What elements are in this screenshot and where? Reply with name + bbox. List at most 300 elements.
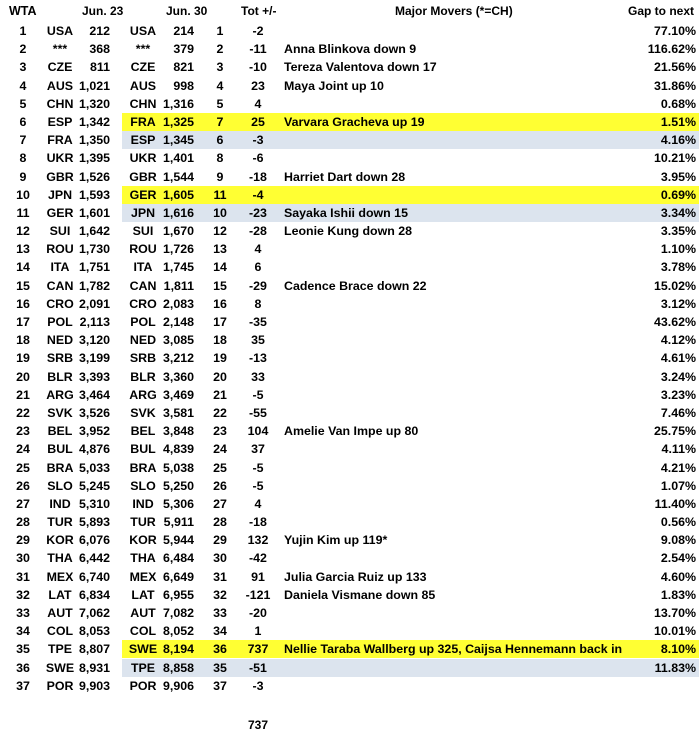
rank-cell: 7: [19, 133, 27, 148]
table-row: [0, 22, 699, 40]
table-row: [0, 295, 699, 313]
country-jun23: LAT: [48, 587, 72, 602]
country-jun23: USA: [46, 24, 74, 38]
country-jun23: SLO: [47, 478, 73, 493]
country-jun30: BRA: [129, 460, 157, 475]
tot-change: -13: [249, 351, 267, 366]
table-row: [0, 513, 699, 531]
points-jun23: 5,245: [78, 478, 110, 493]
header-jun30: Jun. 30: [166, 4, 208, 18]
rank-cell: 23: [16, 424, 30, 439]
rank-cell: 8: [19, 151, 27, 166]
tot-change: 132: [247, 533, 269, 548]
points-jun30: 3,848: [162, 424, 194, 439]
tot-change: 4: [254, 242, 262, 257]
points-jun30: 3,469: [162, 387, 194, 402]
tot-change: -121: [245, 587, 271, 602]
country-jun23: SRB: [46, 351, 74, 366]
rank-jun30: 25: [213, 460, 227, 475]
points-jun30: 5,306: [162, 496, 194, 511]
rank-jun30: 9: [216, 169, 224, 184]
major-mover: Cadence Brace down 22: [284, 278, 427, 293]
rank-cell: 37: [16, 678, 30, 693]
table-row: [0, 440, 699, 458]
rank-cell: 11: [16, 205, 30, 220]
table-row: [0, 459, 699, 477]
points-jun23: 7,062: [78, 606, 110, 620]
gap-to-next: 25.75%: [653, 424, 696, 439]
country-jun23: ARG: [46, 387, 74, 402]
country-jun23: FRA: [47, 133, 73, 148]
points-jun23: 368: [89, 42, 110, 57]
points-jun23: 8,931: [78, 660, 110, 675]
points-jun23: 5,033: [78, 460, 110, 475]
rank-cell: 3: [19, 60, 27, 75]
country-jun23: CZE: [47, 60, 73, 75]
rank-cell: 15: [16, 278, 30, 293]
table-row: [0, 113, 699, 131]
country-jun30: FRA: [130, 114, 156, 129]
points-jun30: 998: [173, 78, 194, 93]
points-jun30: 2,148: [162, 315, 194, 329]
tot-change: -2: [252, 24, 264, 38]
country-jun30: KOR: [129, 533, 157, 548]
country-jun23: UKR: [46, 151, 74, 166]
tot-change: -5: [252, 387, 264, 402]
country-jun30: SUI: [132, 224, 154, 239]
points-jun30: 8,052: [162, 624, 194, 639]
rank-cell: 27: [16, 496, 30, 511]
points-jun23: 3,199: [78, 351, 110, 366]
tot-change: 35: [251, 333, 265, 348]
points-jun30: 5,250: [162, 478, 194, 493]
gap-to-next: 10.01%: [653, 624, 696, 639]
major-mover: Anna Blinkova down 9: [284, 42, 417, 57]
gap-to-next: 4.60%: [660, 569, 696, 584]
gap-to-next: 4.21%: [660, 460, 696, 475]
table-row: [0, 659, 699, 677]
rank-jun30: 4: [216, 78, 224, 93]
rank-jun30: 12: [213, 224, 227, 239]
country-jun30: POL: [130, 315, 156, 329]
points-jun30: 3,360: [162, 369, 194, 384]
table-row: [0, 604, 699, 622]
gap-to-next: 116.62%: [647, 42, 696, 57]
gap-to-next: 1.83%: [660, 587, 696, 602]
rank-cell: 30: [16, 551, 30, 566]
tot-change: -23: [249, 205, 267, 220]
rank-cell: 4: [19, 78, 27, 93]
country-jun23: BEL: [47, 424, 73, 439]
points-jun30: 6,484: [162, 551, 194, 566]
country-jun23: AUS: [46, 78, 74, 93]
rank-jun30: 37: [213, 678, 227, 693]
points-jun30: 1,345: [162, 133, 194, 148]
country-jun23: SWE: [45, 660, 75, 675]
gap-to-next: 11.83%: [654, 660, 696, 675]
rank-jun30: 17: [213, 315, 227, 329]
rank-cell: 14: [16, 260, 30, 275]
tot-change: -29: [249, 278, 267, 293]
country-jun30: THA: [130, 551, 156, 566]
country-jun30: AUS: [129, 78, 157, 93]
rank-cell: 2: [19, 42, 27, 57]
country-jun30: AUT: [130, 606, 156, 620]
points-jun30: 1,811: [163, 278, 194, 293]
table-row: [0, 386, 699, 404]
country-jun23: POL: [47, 315, 73, 329]
gap-to-next: 8.10%: [660, 642, 696, 657]
country-jun30: BUL: [130, 442, 156, 457]
tot-change: -42: [249, 551, 267, 566]
country-jun30: ESP: [130, 133, 156, 148]
table-row: [0, 568, 699, 586]
country-jun30: ARG: [129, 387, 157, 402]
country-jun23: ESP: [47, 114, 73, 129]
country-jun30: TUR: [130, 515, 156, 530]
points-jun30: 1,401: [162, 151, 194, 166]
points-jun23: 3,464: [78, 387, 110, 402]
points-jun30: 1,325: [162, 114, 194, 129]
points-jun30: 1,726: [162, 242, 194, 257]
country-jun30: UKR: [129, 151, 157, 166]
rank-cell: 36: [16, 660, 30, 675]
country-jun30: BEL: [130, 424, 156, 439]
tot-change: -5: [252, 478, 264, 493]
points-jun23: 1,751: [78, 260, 110, 275]
country-jun23: GER: [46, 205, 74, 220]
tot-change: -28: [249, 224, 267, 239]
points-jun30: 1,544: [162, 169, 194, 184]
country-jun30: COL: [129, 624, 157, 639]
country-jun30: TPE: [130, 660, 156, 675]
country-jun30: LAT: [131, 587, 155, 602]
points-jun30: 8,194: [162, 642, 194, 657]
rank-jun30: 5: [216, 96, 224, 111]
points-jun23: 6,076: [78, 533, 110, 548]
country-jun23: ROU: [46, 242, 74, 257]
table-row: [0, 131, 699, 149]
tot-change: -18: [249, 169, 267, 184]
table-row: [0, 495, 699, 513]
tot-change: 91: [251, 569, 265, 584]
gap-to-next: 31.86%: [653, 78, 696, 93]
gap-to-next: 15.02%: [653, 278, 696, 293]
country-jun30: SLO: [130, 478, 156, 493]
gap-to-next: 7.46%: [660, 405, 696, 420]
gap-to-next: 43.62%: [653, 315, 696, 329]
points-jun23: 3,526: [78, 405, 110, 420]
gap-to-next: 13.70%: [653, 606, 696, 620]
tot-change: 8: [254, 296, 262, 311]
country-jun30: POR: [129, 678, 157, 693]
country-jun30: CAN: [129, 278, 157, 293]
points-jun23: 3,952: [78, 424, 110, 439]
header-tot: Tot +/-: [241, 4, 277, 18]
table-row: [0, 95, 699, 113]
country-jun30: GER: [129, 187, 157, 202]
rank-jun30: 18: [213, 333, 227, 348]
points-jun23: 3,393: [78, 369, 110, 384]
rank-jun30: 16: [213, 296, 227, 311]
table-row: [0, 77, 699, 95]
country-jun23: SUI: [49, 224, 71, 239]
points-jun23: 1,782: [78, 278, 110, 293]
rank-cell: 29: [16, 533, 30, 548]
rank-jun30: 6: [216, 133, 224, 148]
table-row: [0, 186, 699, 204]
rank-jun30: 8: [216, 151, 224, 166]
tot-change: 1: [254, 624, 262, 639]
country-jun23: ***: [52, 42, 68, 57]
header-gap: Gap to next: [628, 4, 695, 18]
table-row: [0, 58, 699, 76]
points-jun23: 1,320: [78, 96, 110, 111]
points-jun23: 1,342: [78, 114, 110, 129]
rank-cell: 31: [16, 569, 30, 584]
rank-jun30: 33: [213, 606, 227, 620]
major-mover: Julia Garcia Ruiz up 133: [284, 569, 427, 584]
country-jun23: TUR: [47, 515, 73, 530]
tot-change: -20: [249, 606, 267, 620]
rank-jun30: 24: [213, 442, 227, 457]
gap-to-next: 3.23%: [660, 387, 696, 402]
points-jun23: 8,807: [78, 642, 110, 657]
points-jun23: 1,526: [78, 169, 110, 184]
table-row: [0, 313, 699, 331]
points-jun30: 3,212: [162, 351, 194, 366]
points-jun23: 6,740: [78, 569, 110, 584]
major-mover: Daniela Vismane down 85: [284, 587, 436, 602]
points-jun23: 2,113: [79, 315, 110, 329]
rank-cell: 25: [16, 460, 30, 475]
country-jun23: THA: [47, 551, 73, 566]
gap-to-next: 1.51%: [660, 114, 696, 129]
rank-cell: 19: [16, 351, 30, 366]
rank-jun30: 28: [213, 515, 227, 530]
gap-to-next: 4.61%: [660, 351, 696, 366]
rank-cell: 9: [19, 169, 27, 184]
table-row: [0, 549, 699, 567]
rank-jun30: 31: [213, 569, 227, 584]
tot-change: -6: [252, 151, 264, 166]
rank-cell: 18: [16, 333, 30, 348]
points-jun30: 5,911: [163, 515, 194, 530]
points-jun30: 1,616: [162, 205, 194, 220]
points-jun30: 1,316: [162, 96, 194, 111]
table-row: [0, 258, 699, 276]
country-jun30: CRO: [129, 296, 157, 311]
gap-to-next: 77.10%: [653, 24, 696, 38]
points-jun30: 379: [173, 42, 194, 57]
table-row: [0, 404, 699, 422]
gap-to-next: 0.69%: [660, 187, 696, 202]
major-mover: Sayaka Ishii down 15: [284, 205, 408, 220]
points-jun30: 6,955: [162, 587, 194, 602]
major-mover: Yujin Kim up 119*: [284, 533, 388, 548]
points-jun30: 1,605: [162, 187, 194, 202]
rank-cell: 24: [16, 442, 30, 457]
tot-change: -18: [249, 515, 267, 530]
points-jun23: 5,310: [78, 496, 110, 511]
tot-change: 4: [254, 96, 262, 111]
rank-cell: 35: [16, 642, 30, 657]
country-jun23: GBR: [46, 169, 74, 184]
country-jun30: BLR: [130, 369, 156, 384]
rank-jun30: 10: [213, 205, 227, 220]
gap-to-next: 11.40%: [654, 496, 696, 511]
points-jun30: 3,085: [162, 333, 194, 348]
gap-to-next: 3.12%: [660, 296, 696, 311]
table-row: [0, 204, 699, 222]
tot-change: 4: [254, 496, 262, 511]
points-jun30: 4,839: [162, 442, 194, 457]
points-jun23: 1,730: [78, 242, 110, 257]
major-mover: Nellie Taraba Wallberg up 325, Caijsa Hennemann back in: [284, 642, 623, 657]
table-row: [0, 222, 699, 240]
footer-total: 737: [247, 718, 269, 732]
gap-to-next: 4.11%: [661, 442, 696, 457]
rank-jun30: 36: [213, 642, 227, 657]
rank-cell: 16: [16, 296, 30, 311]
points-jun23: 212: [89, 24, 110, 38]
gap-to-next: 3.95%: [660, 169, 696, 184]
rank-cell: 17: [16, 315, 30, 329]
tot-change: -11: [249, 42, 267, 57]
country-jun23: BRA: [46, 460, 74, 475]
points-jun23: 9,903: [78, 678, 110, 693]
points-jun23: 1,021: [78, 78, 110, 93]
points-jun23: 1,642: [78, 224, 110, 239]
points-jun23: 3,120: [78, 333, 110, 348]
country-jun30: GBR: [129, 169, 157, 184]
points-jun23: 6,834: [78, 587, 110, 602]
rank-cell: 21: [16, 387, 30, 402]
country-jun23: POR: [46, 678, 74, 693]
rank-jun30: 14: [213, 260, 227, 275]
tot-change: 33: [251, 369, 265, 384]
rank-cell: 32: [16, 587, 30, 602]
table-row: [0, 349, 699, 367]
rank-jun30: 30: [213, 551, 227, 566]
major-mover: Tereza Valentova down 17: [284, 60, 437, 75]
rank-cell: 13: [16, 242, 30, 257]
points-jun30: 6,649: [162, 569, 194, 584]
points-jun30: 1,670: [162, 224, 194, 239]
rank-jun30: 20: [213, 369, 227, 384]
points-jun23: 6,442: [78, 551, 110, 566]
country-jun30: ROU: [129, 242, 157, 257]
gap-to-next: 9.08%: [660, 533, 696, 548]
rank-cell: 12: [16, 224, 30, 239]
country-jun30: ***: [135, 42, 151, 57]
points-jun23: 1,350: [78, 133, 110, 148]
gap-to-next: 1.10%: [660, 242, 696, 257]
rank-cell: 26: [16, 478, 30, 493]
rank-jun30: 7: [216, 114, 224, 129]
table-header: [0, 0, 699, 22]
rank-cell: 34: [16, 624, 30, 639]
rank-cell: 10: [16, 187, 30, 202]
country-jun23: MEX: [46, 569, 74, 584]
points-jun30: 3,581: [162, 405, 194, 420]
country-jun23: BUL: [47, 442, 73, 457]
tot-change: 104: [247, 424, 269, 439]
table-row: [0, 586, 699, 604]
country-jun23: ITA: [50, 260, 70, 275]
header-movers: Major Movers (*=CH): [395, 4, 513, 18]
points-jun30: 214: [173, 24, 194, 38]
major-mover: Varvara Gracheva up 19: [284, 114, 425, 129]
rank-jun30: 2: [216, 42, 224, 57]
gap-to-next: 10.21%: [653, 151, 696, 166]
country-jun23: BLR: [47, 369, 73, 384]
rank-jun30: 34: [213, 624, 227, 639]
table-row: [0, 677, 699, 695]
rank-jun30: 27: [213, 496, 227, 511]
rank-jun30: 22: [213, 405, 227, 420]
table-row: [0, 368, 699, 386]
gap-to-next: 2.54%: [660, 551, 696, 566]
tot-change: -5: [252, 460, 264, 475]
table-row: [0, 622, 699, 640]
rank-jun30: 29: [213, 533, 227, 548]
rank-jun30: 35: [213, 660, 227, 675]
country-jun30: JPN: [130, 205, 156, 220]
table-row: [0, 640, 699, 658]
points-jun23: 811: [90, 60, 110, 75]
tot-change: 25: [251, 114, 265, 129]
table-row: [0, 422, 699, 440]
country-jun23: COL: [46, 624, 74, 639]
points-jun23: 1,601: [78, 205, 110, 220]
country-jun30: SRB: [129, 351, 157, 366]
points-jun30: 8,858: [162, 660, 194, 675]
gap-to-next: 3.24%: [660, 369, 696, 384]
country-jun23: TPE: [47, 642, 73, 657]
points-jun30: 1,745: [162, 260, 194, 275]
major-mover: Amelie Van Impe up 80: [284, 424, 419, 439]
country-jun23: CRO: [46, 296, 74, 311]
points-jun30: 7,082: [162, 606, 194, 620]
points-jun30: 5,038: [162, 460, 194, 475]
rank-jun30: 21: [213, 387, 227, 402]
points-jun30: 2,083: [162, 296, 194, 311]
country-jun23: CHN: [46, 96, 74, 111]
rank-jun30: 23: [213, 424, 227, 439]
table-row: [0, 240, 699, 258]
country-jun23: JPN: [47, 187, 73, 202]
tot-change: -55: [249, 405, 267, 420]
gap-to-next: 0.68%: [660, 96, 696, 111]
rank-jun30: 15: [213, 278, 227, 293]
rank-jun30: 1: [216, 24, 224, 38]
rank-jun30: 26: [213, 478, 227, 493]
rank-cell: 5: [19, 96, 27, 111]
rank-jun30: 11: [213, 187, 227, 202]
major-mover: Leonie Kung down 28: [284, 224, 413, 239]
country-jun30: NED: [129, 333, 157, 348]
points-jun30: 821: [173, 60, 194, 75]
header-wta: WTA: [9, 4, 37, 18]
country-jun23: KOR: [46, 533, 74, 548]
rank-cell: 1: [19, 24, 27, 38]
country-jun30: MEX: [129, 569, 157, 584]
table-row: [0, 149, 699, 167]
gap-to-next: 4.12%: [660, 333, 696, 348]
rank-cell: 6: [19, 114, 27, 129]
rank-cell: 28: [16, 515, 30, 530]
